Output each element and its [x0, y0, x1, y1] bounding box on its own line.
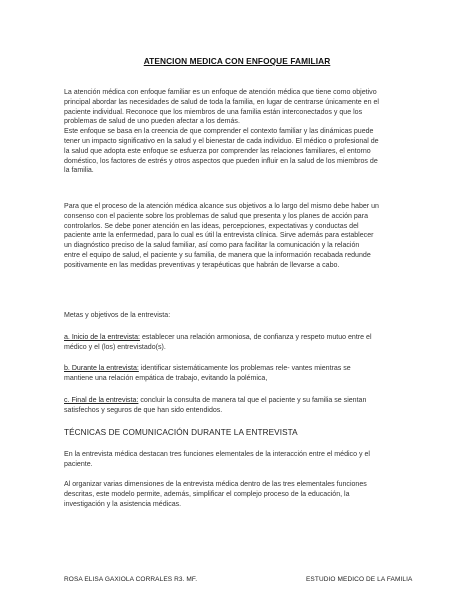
goal-line: mantiene una relación empática de trabajo, evitando la polémica, — [64, 374, 268, 382]
goal-item-start — [64, 333, 420, 353]
process-line: controlarlos. Se debe poner atención en las ideas, percepciones, expectativas y conductas del — [64, 222, 359, 230]
goals-intro — [64, 311, 420, 321]
techniques-line: En la entrevista médica destacan tres funciones elementales de la interacción entre el médico y el — [64, 451, 370, 458]
goal-item-during — [64, 364, 420, 384]
process-line: Para que el proceso de la atención médica alcance sus objetivos a lo largo del mismo debe haber un — [64, 203, 379, 210]
techniques-line: descritas, este modelo permite, además, simplificar el complejo proceso de la educación, la — [64, 490, 350, 498]
goal-label: a. Inicio de la entrevista: — [64, 334, 140, 341]
document-title: ATENCION MEDICA CON ENFOQUE FAMILIAR — [143, 56, 331, 66]
intro-paragraph — [64, 88, 420, 176]
intro-line: La atención médica con enfoque familiar es un enfoque de atención médica que tiene como objetivo — [64, 89, 377, 96]
goal-text: concluir la consulta de manera tal que el paciente y su familia se sientan — [138, 397, 367, 404]
intro-line: tener un impacto significativo en la salud y el bienestar de cada individuo. El médico o profesional de — [64, 137, 379, 145]
techniques-paragraph-1 — [64, 450, 420, 470]
goal-line — [64, 396, 420, 406]
intro-line: paciente individual. Reconoce que los miembros de una familia están interconectados y que los — [64, 108, 363, 116]
goal-label: b. Durante la entrevista: — [64, 365, 139, 372]
footer-subject: ESTUDIO MEDICO DE LA FAMILIA — [306, 576, 413, 583]
techniques-line: investigación y la asistencia médicas. — [64, 500, 182, 508]
intro-line: doméstico, los factores de estrés y otros aspectos que pueden influir en la salud de los miembros de — [64, 157, 378, 165]
process-line: positivamente en las medidas preventivas y terapéuticas que habrán de llevarse a cabo. — [64, 261, 340, 269]
goal-text: establecer una relación armoniosa, de confianza y respeto mutuo entre el — [140, 334, 372, 341]
intro-line: Este enfoque se basa en la creencia de que comprender el contexto familiar y las dinámicas puede — [64, 128, 374, 136]
goal-line: satisfechos y seguros de que han sido entendidos. — [64, 406, 223, 414]
footer-author: ROSA ELISA GAXIOLA CORRALES R3. MF. — [64, 576, 198, 583]
techniques-paragraph-2 — [64, 480, 420, 509]
goal-text: identificar sistemáticamente los problemas rele- vantes mientras se — [138, 365, 351, 372]
process-line: entre el equipo de salud, el paciente y su familia, de manera que la información recabada redunde — [64, 251, 371, 259]
goal-line: médico y el (los) entrevistado(s). — [64, 343, 166, 351]
goal-line — [64, 364, 420, 374]
intro-line: principal abordar las necesidades de salud de toda la familia, en lugar de centrarse únicamente en el — [64, 98, 379, 106]
intro-line: problemas de salud de uno pueden afectar a los demás. — [64, 118, 240, 126]
goal-item-end — [64, 396, 420, 416]
goal-line — [64, 333, 420, 343]
process-paragraph — [64, 202, 420, 271]
techniques-line: Al organizar varias dimensiones de la entrevista médica dentro de las tres elementales funciones — [64, 481, 367, 488]
process-line: consenso con el paciente sobre los problemas de salud que presenta y los planes de acción para — [64, 212, 368, 220]
techniques-heading: TÉCNICAS DE COMUNICACIÓN DURANTE LA ENTREVISTA — [64, 428, 298, 437]
goal-label: c. Final de la entrevista: — [64, 397, 139, 404]
process-line: un diagnóstico preciso de la salud familiar, así como para facilitar la comunicación y la relación — [64, 242, 360, 250]
intro-line: la familia. — [64, 167, 94, 175]
process-line: paciente ante la enfermedad, para lo cual es útil la entrevista clínica. Sirve además para establecer — [64, 232, 374, 240]
intro-line: la salud que adopta este enfoque se esfuerza por comprender las relaciones familiares, el entorno — [64, 147, 371, 155]
techniques-line: paciente. — [64, 460, 93, 468]
goals-intro-text: Metas y objetivos de la entrevista: — [64, 312, 171, 319]
